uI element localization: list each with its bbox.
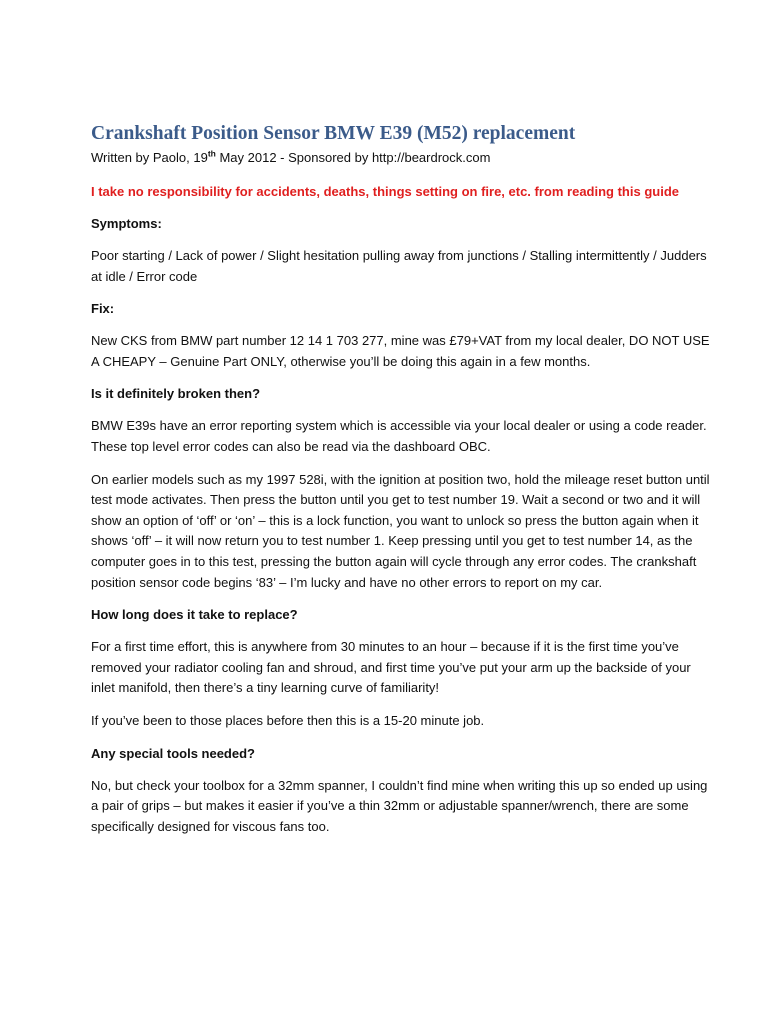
- tools-text: No, but check your toolbox for a 32mm spanner, I couldn’t find mine when writing this up so ended up using a pair of grips – but makes it easier if you’ve a thin 32mm or adjustable spanner/wrench, there are some specifically designed for viscous fans too.: [91, 777, 708, 834]
- fix-text: New CKS from BMW part number 12 14 1 703 277, mine was £79+VAT from my local dealer, DO NOT USE A CHEAPY – Genuine Part ONLY, otherwise you’ll be doing this again in a few months.: [91, 333, 710, 369]
- symptoms-heading: Symptoms:: [91, 216, 162, 231]
- byline: [91, 148, 718, 168]
- broken-text-2: On earlier models such as my 1997 528i, with the ignition at position two, hold the mileage reset button until test mode activates. Then press the button until you get to test number 19. Wait a second or two and it will show an option of ‘off’ or ‘on’ – this is a lock function, you want to unlock so press the button again when it shows ‘off’ – it will now return you to test number 1. Keep pressing until you get to test number 14, as the computer goes in to this test, pressing the button again will cycle through any error codes. The crankshaft position sensor code begins ‘83’ – I’m lucky and have no other errors to report on my car.: [91, 471, 710, 590]
- duration-heading: How long does it take to replace?: [91, 607, 298, 623]
- byline-prefix: Written by Paolo, 19: [91, 150, 208, 165]
- duration-text-1: For a first time effort, this is anywhere from 30 minutes to an hour – because if it is the first time you’ve removed your radiator cooling fan and shroud, and first time you’ve put your arm up the backside of your inlet manifold, then there’s a tiny learning curve of familiarity!: [91, 639, 691, 696]
- byline-suffix: May 2012 - Sponsored by http://beardrock.com: [215, 150, 491, 165]
- disclaimer: I take no responsibility for accidents, deaths, things setting on fire, etc. from reading this guide: [91, 184, 679, 199]
- document-title: Crankshaft Position Sensor BMW E39 (M52) replacement: [91, 123, 576, 144]
- symptoms-text: Poor starting / Lack of power / Slight hesitation pulling away from junctions / Stalling intermittently / Judders at idle / Error code: [91, 248, 707, 284]
- broken-heading: Is it definitely broken then?: [91, 386, 261, 402]
- byline-date-suffix: th: [207, 148, 216, 159]
- broken-text-1: BMW E39s have an error reporting system which is accessible via your local dealer or using a code reader. These top level error codes can also be read via the dashboard OBC.: [91, 418, 707, 454]
- tools-heading: Any special tools needed?: [91, 745, 255, 761]
- duration-text-2: If you’ve been to those places before then this is a 15-20 minute job.: [91, 712, 485, 728]
- fix-heading: Fix:: [91, 301, 115, 317]
